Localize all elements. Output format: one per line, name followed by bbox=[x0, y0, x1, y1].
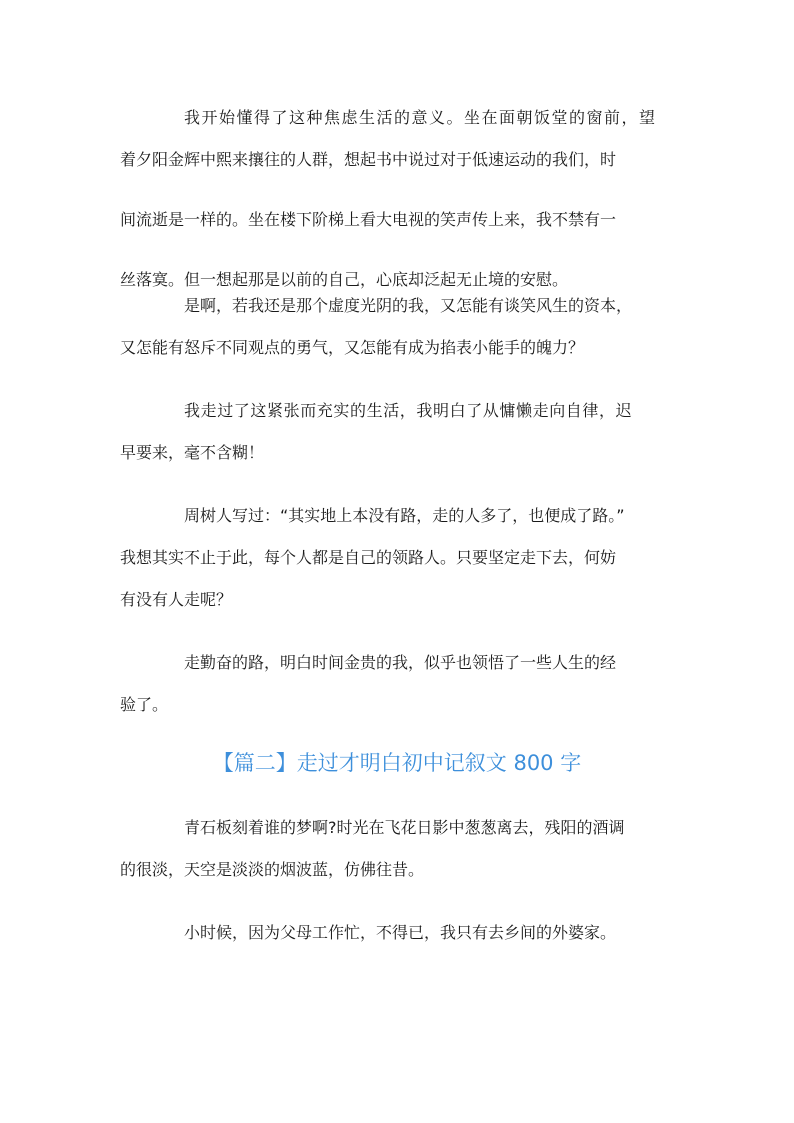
paragraph-line: 的很淡，天空是淡淡的烟波蓝，仿佛往昔。 bbox=[120, 860, 425, 879]
paragraph-1 bbox=[120, 106, 676, 310]
paragraph-5 bbox=[120, 651, 676, 717]
paragraph-line: 着夕阳金辉中熙来攘往的人群，想起书中说过对于低速运动的我们，时 bbox=[120, 150, 617, 169]
paragraph-4 bbox=[120, 504, 676, 612]
paragraph-line: 周树人写过：“其实地上本没有路，走的人多了，也便成了路。” bbox=[184, 506, 625, 525]
paragraph-6 bbox=[120, 816, 676, 882]
paragraph-line: 小时候，因为父母工作忙，不得已，我只有去乡间的外婆家。 bbox=[184, 923, 617, 942]
paragraph-line: 丝落寞。但一想起那是以前的自己，心底却泛起无止境的安慰。 bbox=[120, 270, 569, 289]
paragraph-7 bbox=[120, 921, 676, 945]
paragraph-line: 间流逝是一样的。坐在楼下阶梯上看大电视的笑声传上来，我不禁有一 bbox=[120, 210, 617, 229]
paragraph-line: 又怎能有怒斥不同观点的勇气，又怎能有成为掐表小能手的魄力？ bbox=[120, 338, 585, 357]
paragraph-3 bbox=[120, 399, 676, 465]
section-heading: 【篇二】走过才明白初中记叙文 800 字 bbox=[212, 751, 582, 775]
paragraph-line: 验了。 bbox=[120, 695, 169, 714]
paragraph-line: 早要来，毫不含糊！ bbox=[120, 443, 265, 462]
paragraph-line: 我想其实不止于此，每个人都是自己的领路人。只要坚定走下去，何妨 bbox=[120, 548, 617, 567]
paragraph-2 bbox=[120, 294, 676, 360]
paragraph-line: 我开始懂得了这种焦虑生活的意义。坐在面朝饭堂的窗前，望 bbox=[184, 108, 657, 127]
paragraph-line: 我走过了这紧张而充实的生活，我明白了从慵懒走向自律，迟 bbox=[184, 401, 633, 420]
paragraph-line: 是啊，若我还是那个虚度光阴的我，又怎能有谈笑风生的资本， bbox=[184, 296, 633, 315]
paragraph-line: 青石板刻着谁的梦啊?时光在飞花日影中葱葱离去，残阳的酒调 bbox=[184, 818, 625, 837]
paragraph-line: 有没有人走呢？ bbox=[120, 590, 233, 609]
paragraph-line: 走勤奋的路，明白时间金贵的我，似乎也领悟了一些人生的经 bbox=[184, 653, 617, 672]
